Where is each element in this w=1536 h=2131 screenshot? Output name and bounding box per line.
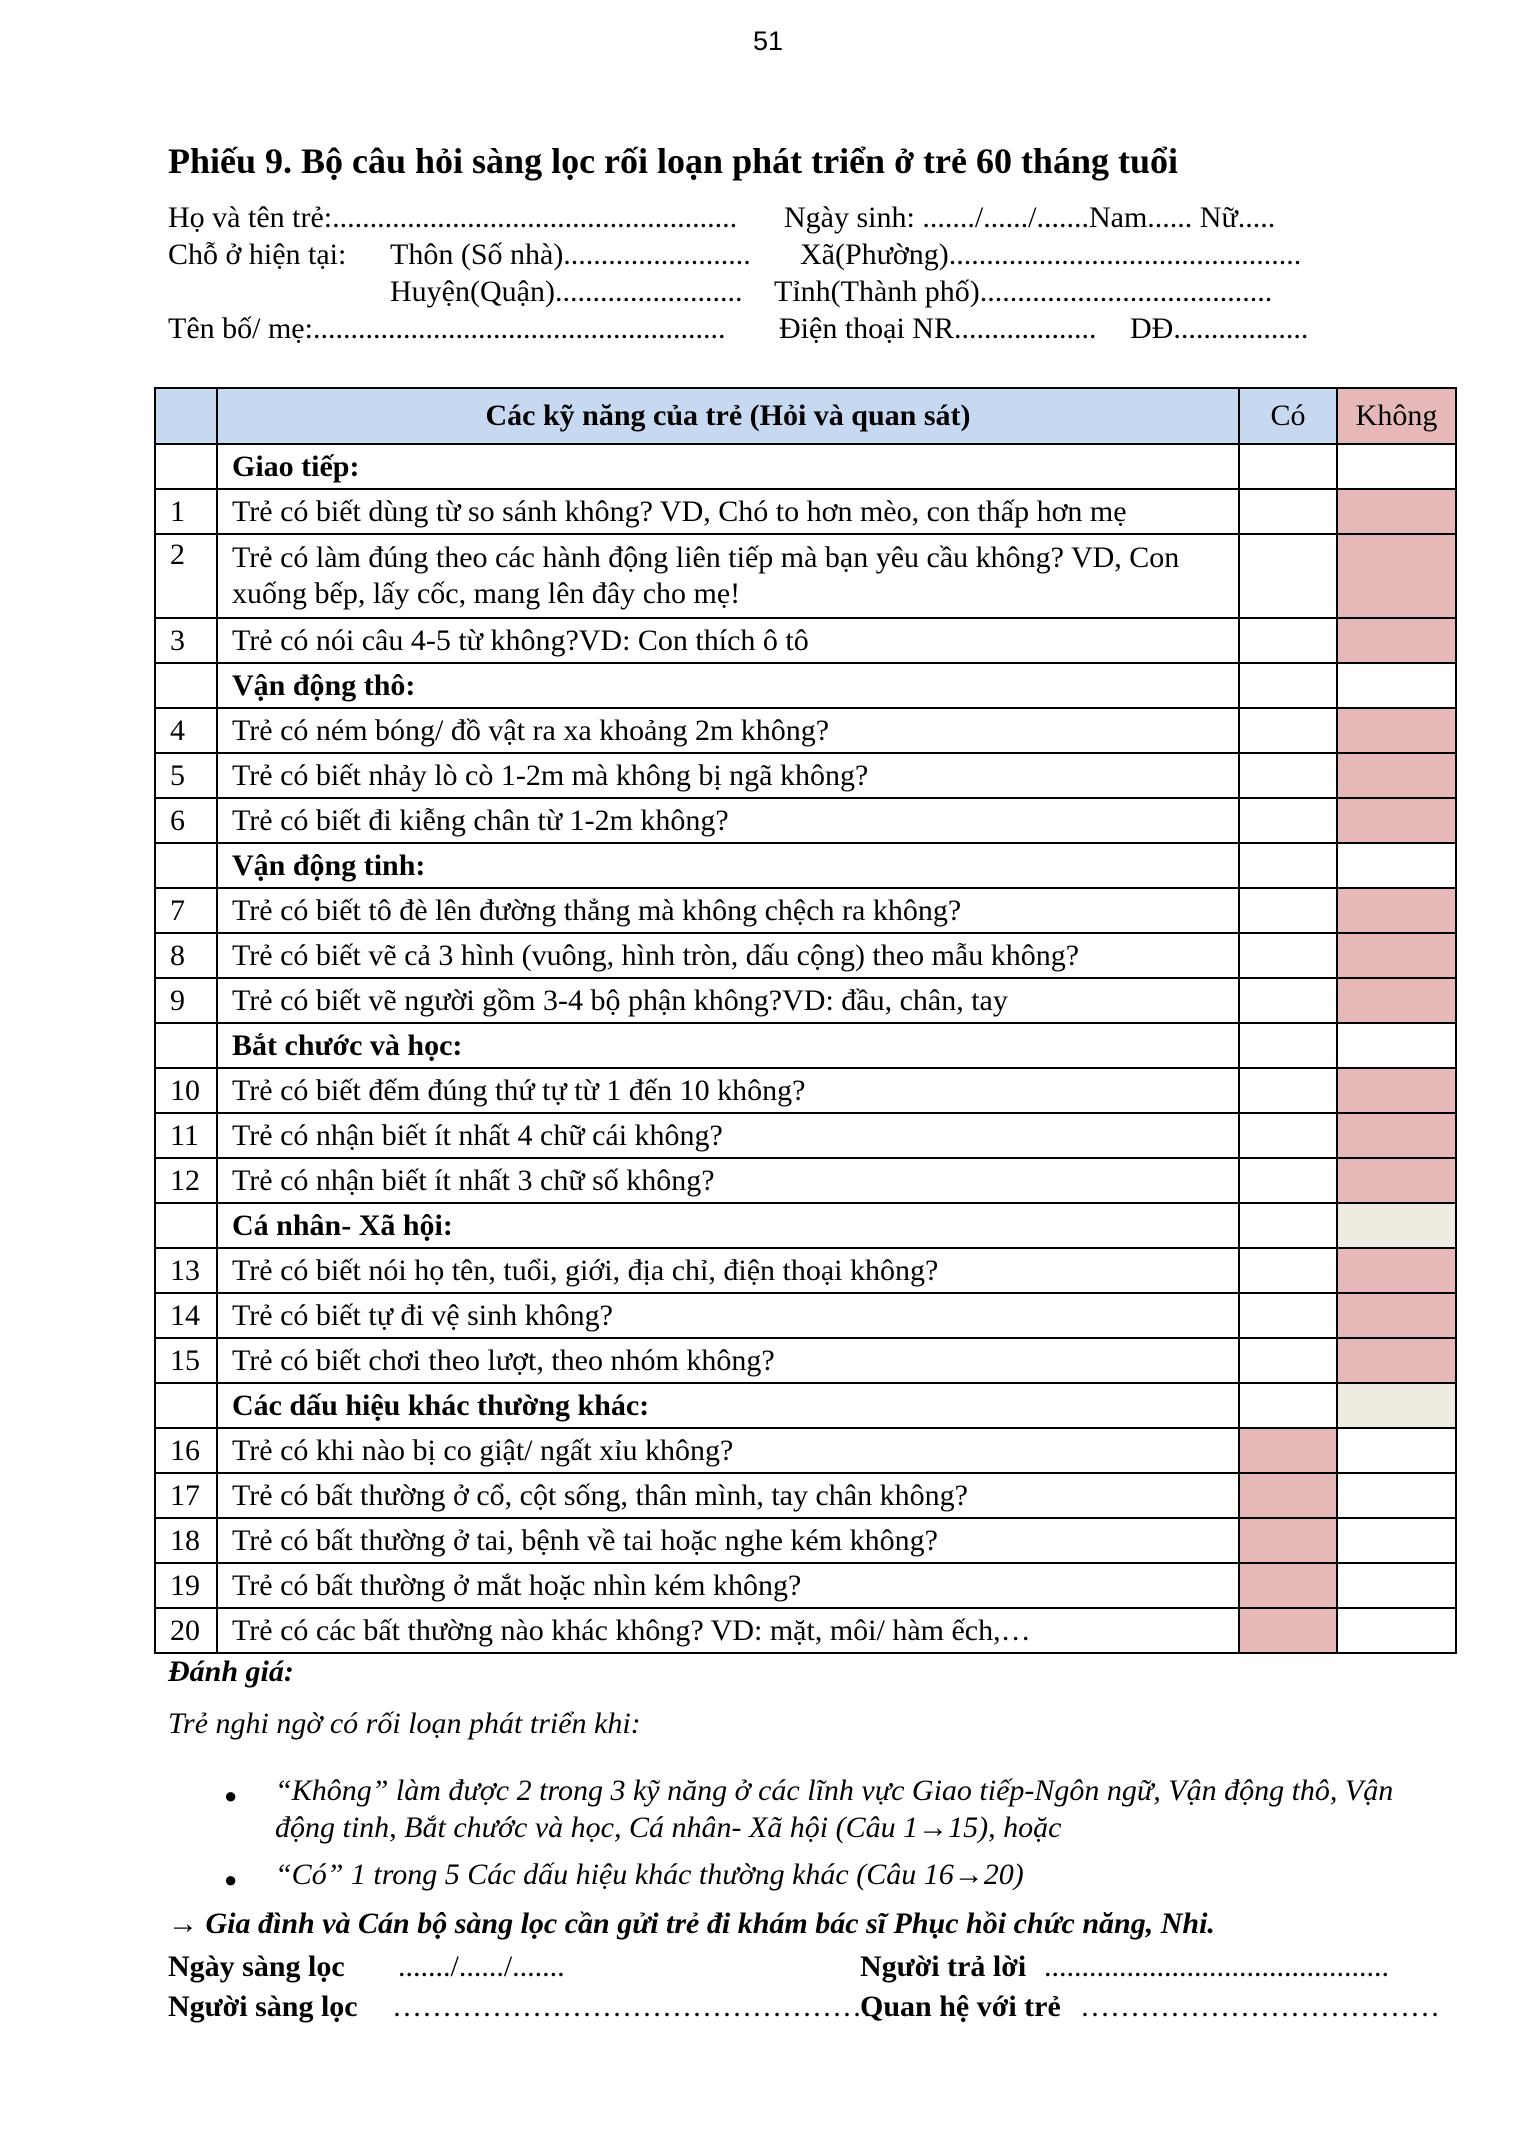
category-label: Vận động tinh:: [217, 843, 1239, 888]
relation-label-text: Quan hệ với trẻ: [860, 1990, 1061, 2023]
no-cell[interactable]: [1337, 444, 1456, 489]
question-row: [155, 1473, 1456, 1518]
question-number: 7: [155, 888, 217, 933]
question-text: Trẻ có biết vẽ cả 3 hình (vuông, hình tròn, dấu cộng) theo mẫu không?: [217, 933, 1239, 978]
question-text: Trẻ có biết tô đè lên đường thẳng mà không chệch ra không?: [217, 888, 1239, 933]
form-title: Phiếu 9. Bộ câu hỏi sàng lọc rối loạn phát triển ở trẻ 60 tháng tuổi: [168, 141, 1178, 181]
no-cell[interactable]: [1337, 1293, 1456, 1338]
question-number: 20: [155, 1608, 217, 1653]
question-row: [155, 1248, 1456, 1293]
question-text: Trẻ có biết đi kiễng chân từ 1-2m không?: [217, 798, 1239, 843]
referral-conclusion: → Gia đình và Cán bộ sàng lọc cần gửi trẻ đi khám bác sĩ Phục hồi chức năng, Nhi.: [168, 1907, 1215, 1940]
category-label: Vận động thô:: [217, 663, 1239, 708]
question-row: [155, 798, 1456, 843]
question-number: 10: [155, 1068, 217, 1113]
yes-cell[interactable]: [1239, 1473, 1337, 1518]
village-field: Thôn (Số nhà).........................: [390, 238, 751, 271]
category-num-cell: [155, 1203, 217, 1248]
category-row: [155, 1383, 1456, 1428]
relation-field[interactable]: ………………………………: [1080, 1990, 1440, 2023]
yes-cell[interactable]: [1239, 534, 1337, 618]
yes-cell[interactable]: [1239, 978, 1337, 1023]
relation-label: [860, 1990, 1061, 2024]
category-row: [155, 1203, 1456, 1248]
screen-date-label-text: Ngày sàng lọc: [168, 1950, 345, 1983]
category-row: [155, 1023, 1456, 1068]
screener-field[interactable]: …………………………………………: [392, 1990, 872, 2023]
category-num-cell: [155, 843, 217, 888]
question-text: Trẻ có bất thường ở tai, bệnh về tai hoặc nghe kém không?: [217, 1518, 1239, 1563]
phone-field: Điện thoại NR...................: [779, 312, 1097, 345]
yes-cell[interactable]: [1239, 489, 1337, 534]
question-number: 8: [155, 933, 217, 978]
question-number: 17: [155, 1473, 217, 1518]
question-text: Trẻ có biết nhảy lò cò 1-2m mà không bị ngã không?: [217, 753, 1239, 798]
no-cell[interactable]: [1337, 798, 1456, 843]
no-cell[interactable]: [1337, 753, 1456, 798]
table-header-row: [155, 388, 1456, 444]
respondent-label: [860, 1950, 1026, 1984]
question-row: [155, 1428, 1456, 1473]
question-text: Trẻ có bất thường ở cổ, cột sống, thân mình, tay chân không?: [217, 1473, 1239, 1518]
no-cell[interactable]: [1337, 843, 1456, 888]
category-row: [155, 843, 1456, 888]
category-num-cell: [155, 1383, 217, 1428]
no-cell[interactable]: [1337, 1608, 1456, 1653]
province-field: Tỉnh(Thành phố).......................................: [774, 275, 1273, 308]
yes-cell[interactable]: [1239, 1203, 1337, 1248]
no-cell[interactable]: [1337, 1383, 1456, 1428]
no-cell[interactable]: [1337, 1203, 1456, 1248]
header-yes-cell: Có: [1239, 388, 1337, 444]
respondent-label-text: Người trả lời: [860, 1950, 1027, 1983]
yes-cell[interactable]: [1239, 708, 1337, 753]
question-number: 12: [155, 1158, 217, 1203]
respondent-field[interactable]: ..............................................: [1044, 1950, 1389, 1983]
no-cell[interactable]: [1337, 1113, 1456, 1158]
question-number: 5: [155, 753, 217, 798]
evaluation-heading: Đánh giá:: [168, 1655, 294, 1688]
question-row: [155, 888, 1456, 933]
screener-label: [168, 1990, 358, 2024]
question-row: [155, 1518, 1456, 1563]
yes-cell[interactable]: [1239, 1293, 1337, 1338]
evaluation-criterion-2: “Có” 1 trong 5 Các dấu hiệu khác thường khác (Câu 16→20): [275, 1858, 1024, 1891]
question-row: [155, 1158, 1456, 1203]
question-row: [155, 1608, 1456, 1653]
question-number: 19: [155, 1563, 217, 1608]
yes-cell[interactable]: [1239, 444, 1337, 489]
yes-cell[interactable]: [1239, 798, 1337, 843]
category-label: Các dấu hiệu khác thường khác:: [217, 1383, 1239, 1428]
yes-cell[interactable]: [1239, 843, 1337, 888]
category-label: Giao tiếp:: [217, 444, 1239, 489]
question-number: 9: [155, 978, 217, 1023]
no-cell[interactable]: [1337, 1428, 1456, 1473]
commune-field: Xã(Phường)...............................................: [800, 238, 1302, 271]
question-text: Trẻ có các bất thường nào khác không? VD: mặt, môi/ hàm ếch,…: [217, 1608, 1239, 1653]
skills-table: [154, 387, 1457, 1654]
no-cell[interactable]: [1337, 1068, 1456, 1113]
yes-cell[interactable]: [1239, 888, 1337, 933]
question-text: Trẻ có làm đúng theo các hành động liên tiếp mà bạn yêu cầu không? VD, Con xuống bếp, lấy cốc, mang lên đây cho mẹ!: [217, 534, 1239, 618]
no-cell[interactable]: [1337, 534, 1456, 618]
yes-cell[interactable]: [1239, 933, 1337, 978]
question-number: 6: [155, 798, 217, 843]
yes-cell[interactable]: [1239, 1248, 1337, 1293]
question-number: 13: [155, 1248, 217, 1293]
question-row: [155, 534, 1456, 618]
screen-date-field[interactable]: ......./....../.......: [398, 1950, 565, 1983]
birth-date-field: Ngày sinh: ......./....../.......Nam...... Nữ.....: [784, 201, 1276, 234]
bullet-dot-icon: ●: [224, 1867, 238, 1892]
question-row: [155, 933, 1456, 978]
yes-cell[interactable]: [1239, 1563, 1337, 1608]
category-num-cell: [155, 444, 217, 489]
question-number: 15: [155, 1338, 217, 1383]
question-row: [155, 489, 1456, 534]
category-row: [155, 444, 1456, 489]
question-text: Trẻ có khi nào bị co giật/ ngất xỉu không?: [217, 1428, 1239, 1473]
residence-label: Chỗ ở hiện tại:: [168, 238, 347, 271]
yes-cell[interactable]: [1239, 663, 1337, 708]
question-text: Trẻ có bất thường ở mắt hoặc nhìn kém không?: [217, 1563, 1239, 1608]
question-text: Trẻ có biết tự đi vệ sinh không?: [217, 1293, 1239, 1338]
yes-cell[interactable]: [1239, 1428, 1337, 1473]
yes-cell[interactable]: [1239, 1113, 1337, 1158]
question-text: Trẻ có ném bóng/ đồ vật ra xa khoảng 2m không?: [217, 708, 1239, 753]
yes-cell[interactable]: [1239, 1338, 1337, 1383]
header-number-cell: [155, 388, 217, 444]
category-label: Bắt chước và học:: [217, 1023, 1239, 1068]
question-number: 2: [155, 534, 217, 618]
question-text: Trẻ có biết chơi theo lượt, theo nhóm không?: [217, 1338, 1239, 1383]
yes-cell[interactable]: [1239, 1023, 1337, 1068]
yes-cell[interactable]: [1239, 1383, 1337, 1428]
no-cell[interactable]: [1337, 663, 1456, 708]
parent-field: Tên bố/ mẹ:.......................................................: [168, 312, 726, 345]
no-cell[interactable]: [1337, 1338, 1456, 1383]
no-cell[interactable]: [1337, 1023, 1456, 1068]
bullet-dot-icon: ●: [224, 1783, 238, 1808]
yes-cell[interactable]: [1239, 1608, 1337, 1653]
question-text: Trẻ có biết vẽ người gồm 3-4 bộ phận không?VD: đầu, chân, tay: [217, 978, 1239, 1023]
question-number: 14: [155, 1293, 217, 1338]
question-row: [155, 1068, 1456, 1113]
question-number: 11: [155, 1113, 217, 1158]
yes-cell[interactable]: [1239, 753, 1337, 798]
page-number: 51: [752, 26, 784, 56]
question-text: Trẻ có biết dùng từ so sánh không? VD, Chó to hơn mèo, con thấp hơn mẹ: [217, 489, 1239, 534]
question-row: [155, 1563, 1456, 1608]
no-cell[interactable]: [1337, 1473, 1456, 1518]
category-num-cell: [155, 1023, 217, 1068]
question-text: Trẻ có nói câu 4-5 từ không?VD: Con thích ô tô: [217, 618, 1239, 663]
header-skill-cell: Các kỹ năng của trẻ (Hỏi và quan sát): [217, 388, 1239, 444]
no-cell[interactable]: [1337, 489, 1456, 534]
yes-cell[interactable]: [1239, 1068, 1337, 1113]
question-row: [155, 708, 1456, 753]
question-row: [155, 1113, 1456, 1158]
question-row: [155, 618, 1456, 663]
screen-date-label: [168, 1950, 345, 1984]
no-cell[interactable]: [1337, 1563, 1456, 1608]
no-cell[interactable]: [1337, 933, 1456, 978]
no-cell[interactable]: [1337, 708, 1456, 753]
question-row: [155, 1293, 1456, 1338]
evaluation-criterion-1: “Không” làm được 2 trong 3 kỹ năng ở các lĩnh vực Giao tiếp-Ngôn ngữ, Vận động thô, Vận động tinh, Bắt chước và học, Cá nhân- Xã hội (Câu 1→15), hoặc: [275, 1774, 1394, 1844]
question-text: Trẻ có nhận biết ít nhất 4 chữ cái không?: [217, 1113, 1239, 1158]
no-cell[interactable]: [1337, 1248, 1456, 1293]
question-number: 3: [155, 618, 217, 663]
yes-cell[interactable]: [1239, 1518, 1337, 1563]
no-cell[interactable]: [1337, 618, 1456, 663]
header-no-cell: Không: [1337, 388, 1456, 444]
mobile-field: DĐ..................: [1130, 312, 1309, 345]
yes-cell[interactable]: [1239, 1158, 1337, 1203]
no-cell[interactable]: [1337, 978, 1456, 1023]
district-field: Huyện(Quận).........................: [390, 275, 743, 308]
category-row: [155, 663, 1456, 708]
yes-cell[interactable]: [1239, 618, 1337, 663]
evaluation-intro: Trẻ nghi ngờ có rối loạn phát triển khi:: [168, 1707, 641, 1740]
question-number: 4: [155, 708, 217, 753]
question-text: Trẻ có biết đếm đúng thứ tự từ 1 đến 10 không?: [217, 1068, 1239, 1113]
screener-label-text: Người sàng lọc: [168, 1990, 358, 2023]
question-number: 1: [155, 489, 217, 534]
question-text: Trẻ có nhận biết ít nhất 3 chữ số không?: [217, 1158, 1239, 1203]
category-label: Cá nhân- Xã hội:: [217, 1203, 1239, 1248]
question-number: 18: [155, 1518, 217, 1563]
question-row: [155, 1338, 1456, 1383]
question-row: [155, 978, 1456, 1023]
child-name-field: Họ và tên trẻ:......................................................: [168, 201, 738, 234]
question-text: Trẻ có biết nói họ tên, tuổi, giới, địa chỉ, điện thoại không?: [217, 1248, 1239, 1293]
category-num-cell: [155, 663, 217, 708]
no-cell[interactable]: [1337, 1158, 1456, 1203]
no-cell[interactable]: [1337, 888, 1456, 933]
question-row: [155, 753, 1456, 798]
no-cell[interactable]: [1337, 1518, 1456, 1563]
question-number: 16: [155, 1428, 217, 1473]
